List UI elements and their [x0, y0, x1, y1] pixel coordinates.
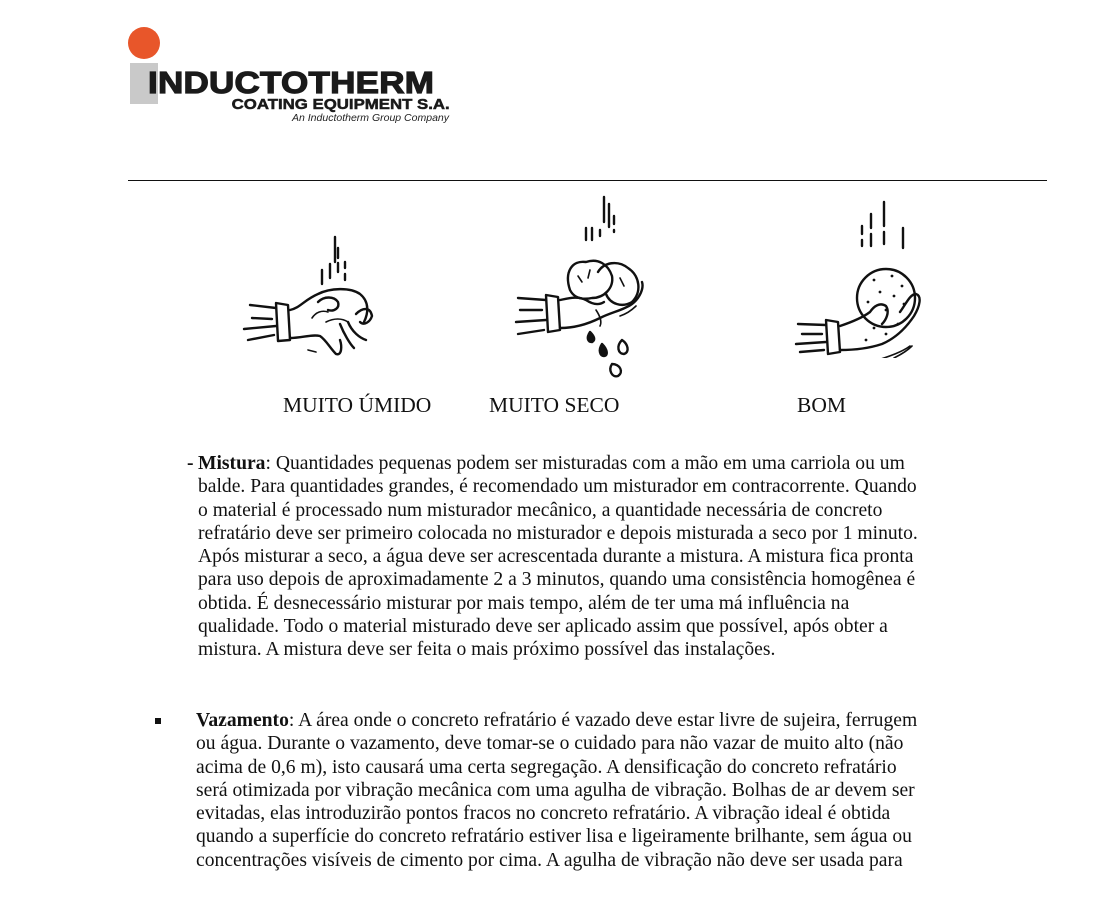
paragraph-line: balde. Para quantidades grandes, é recomendado um misturador em contracorrente. Quando [198, 476, 917, 498]
paragraph-vazamento [196, 709, 917, 872]
paragraph-line: concentrações visíveis de cimento por cima. A agulha de vibração não deve ser usada para [196, 849, 903, 871]
paragraph-line: mistura. A mistura deve ser feita o mais próximo possível das instalações. [198, 639, 776, 661]
paragraph-line: qualidade. Todo o material misturado deve ser aplicado assim que possível, após obter a [198, 616, 888, 638]
logo-tagline: An Inductotherm Group Company [292, 112, 449, 124]
list-square-bullet-icon [155, 718, 161, 724]
figure-muito-umido [238, 222, 388, 362]
figure-muito-seco [508, 192, 653, 392]
company-logo [126, 24, 466, 129]
caption-muito-umido: MUITO ÚMIDO [283, 393, 432, 417]
paragraph-line: refratário deve ser primeiro colocada no misturador e depois misturada a seco por 1 minuto. [198, 522, 918, 544]
paragraph-line: Mistura: Quantidades pequenas podem ser misturadas com a mão em uma carriola ou um [198, 453, 905, 474]
list-dash-marker: - [187, 453, 194, 474]
logo-subtitle: COATING EQUIPMENT S.A. [231, 96, 450, 113]
hand-dry-crumbling-mix-icon [508, 192, 653, 392]
paragraph-line: Após misturar a seco, a água deve ser acrescentada durante a mistura. A mistura fica pronta [198, 546, 914, 568]
paragraph-mistura [198, 452, 918, 662]
paragraph-line: o material é processado num misturador mecânico, a quantidade necessária de concreto [198, 499, 883, 521]
caption-bom: BOM [797, 393, 846, 417]
paragraph-line: será otimizada por vibração mecânica com uma agulha de vibração. Bolhas de ar devem ser [196, 779, 915, 801]
hand-good-ball-mix-icon [782, 198, 932, 358]
section-title-mistura: Mistura [198, 453, 266, 474]
logo-company-name: INDUCTOTHERM [148, 65, 435, 100]
paragraph-line: quando a superfície do concreto refratário estiver lisa e ligeiramente brilhante, sem água ou [196, 826, 912, 848]
logo-orange-dot-icon [128, 27, 160, 59]
paragraph-line: para uso depois de aproximadamente 2 a 3 minutos, quando uma consistência homogênea é [198, 569, 916, 591]
header-divider [128, 180, 1047, 181]
paragraph-line: acima de 0,6 m), isto causará uma certa segregação. A densificação do concreto refratário [196, 756, 897, 778]
paragraph-line: Vazamento: A área onde o concreto refratário é vazado deve estar livre de sujeira, ferrugem [196, 710, 918, 731]
paragraph-line: obtida. É desnecessário misturar por mais tempo, além de ter uma má influência na [198, 592, 850, 614]
section-title-vazamento: Vazamento [196, 710, 289, 731]
hand-wet-mix-icon [238, 222, 388, 362]
paragraph-line: ou água. Durante o vazamento, deve tomar-se o cuidado para não vazar de muito alto (não [196, 733, 904, 755]
caption-muito-seco: MUITO SECO [489, 393, 620, 417]
figure-bom [782, 198, 932, 358]
paragraph-line: evitadas, elas introduzirão pontos fracos no concreto refratário. A vibração ideal é obtida [196, 803, 891, 825]
